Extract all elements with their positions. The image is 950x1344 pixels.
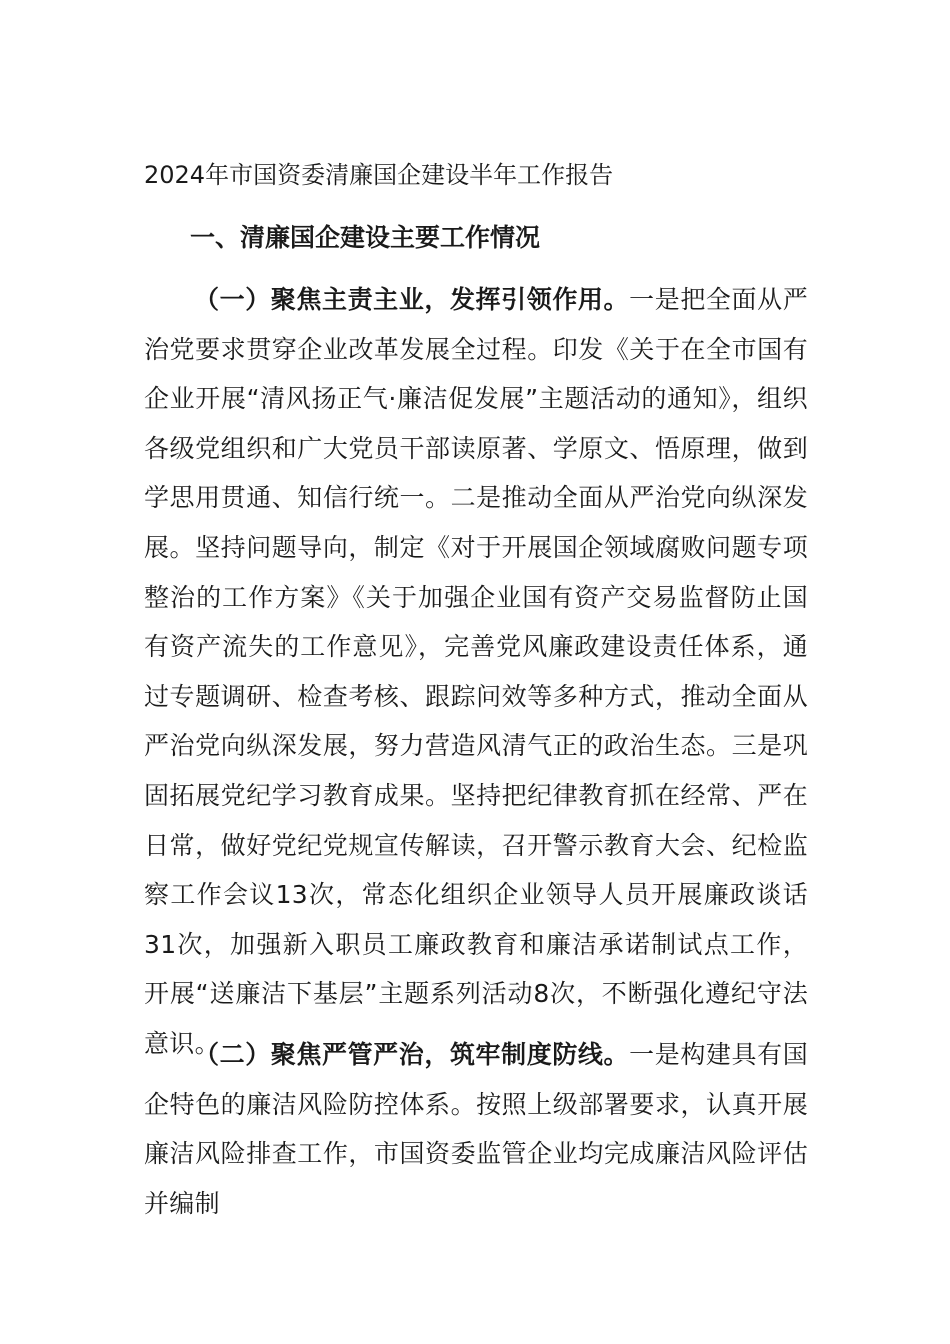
paragraph-2-body: 一是构建具有国企特色的廉洁风险防控体系。按照上级部署要求，认真开展廉洁风险排查工作，市国资委监管企业均完成廉洁风险评估并编制 [144, 1040, 808, 1218]
paragraph-1-body: 一是把全面从严治党要求贯穿企业改革发展全过程。印发《关于在全市国有企业开展“清风扬正气·廉洁促发展”主题活动的通知》，组织各级党组织和广大党员干部读原著、学原文、悟原理，做到学思用贯通、知信行统一。二是推动全面从严治党向纵深发展。坚持问题导向，制定《对于开展国企领域腐败问题专项整治的工作方案》《关于加强企业国有资产交易监督防止国有资产流失的工作意见》，完善党风廉政建设责任体系，通过专题调研、检查考核、跟踪问效等多种方式，推动全面从严治党向纵深发展，努力营造风清气正的政治生态。三是巩固拓展党纪学习教育成果。坚持把纪律教育抓在经常、严在日常，做好党纪党规宣传解读，召开警示教育大会、纪检监察工作会议13次，常态化组织企业领导人员开展廉政谈话31次，加强新入职员工廉政教育和廉洁承诺制试点工作，开展“送廉洁下基层”主题系列活动8次，不断强化遵纪守法意识。 [144, 285, 808, 1058]
paragraph-2 [144, 1030, 808, 1228]
paragraph-1-heading: （一）聚焦主责主业，发挥引领作用。 [194, 285, 630, 314]
section-heading-1: 一、清廉国企建设主要工作情况 [190, 223, 541, 252]
paragraph-1 [144, 275, 808, 1069]
document-title: 2024年市国资委清廉国企建设半年工作报告 [144, 161, 614, 189]
paragraph-2-heading: （二）聚焦严管严治，筑牢制度防线。 [194, 1040, 630, 1069]
